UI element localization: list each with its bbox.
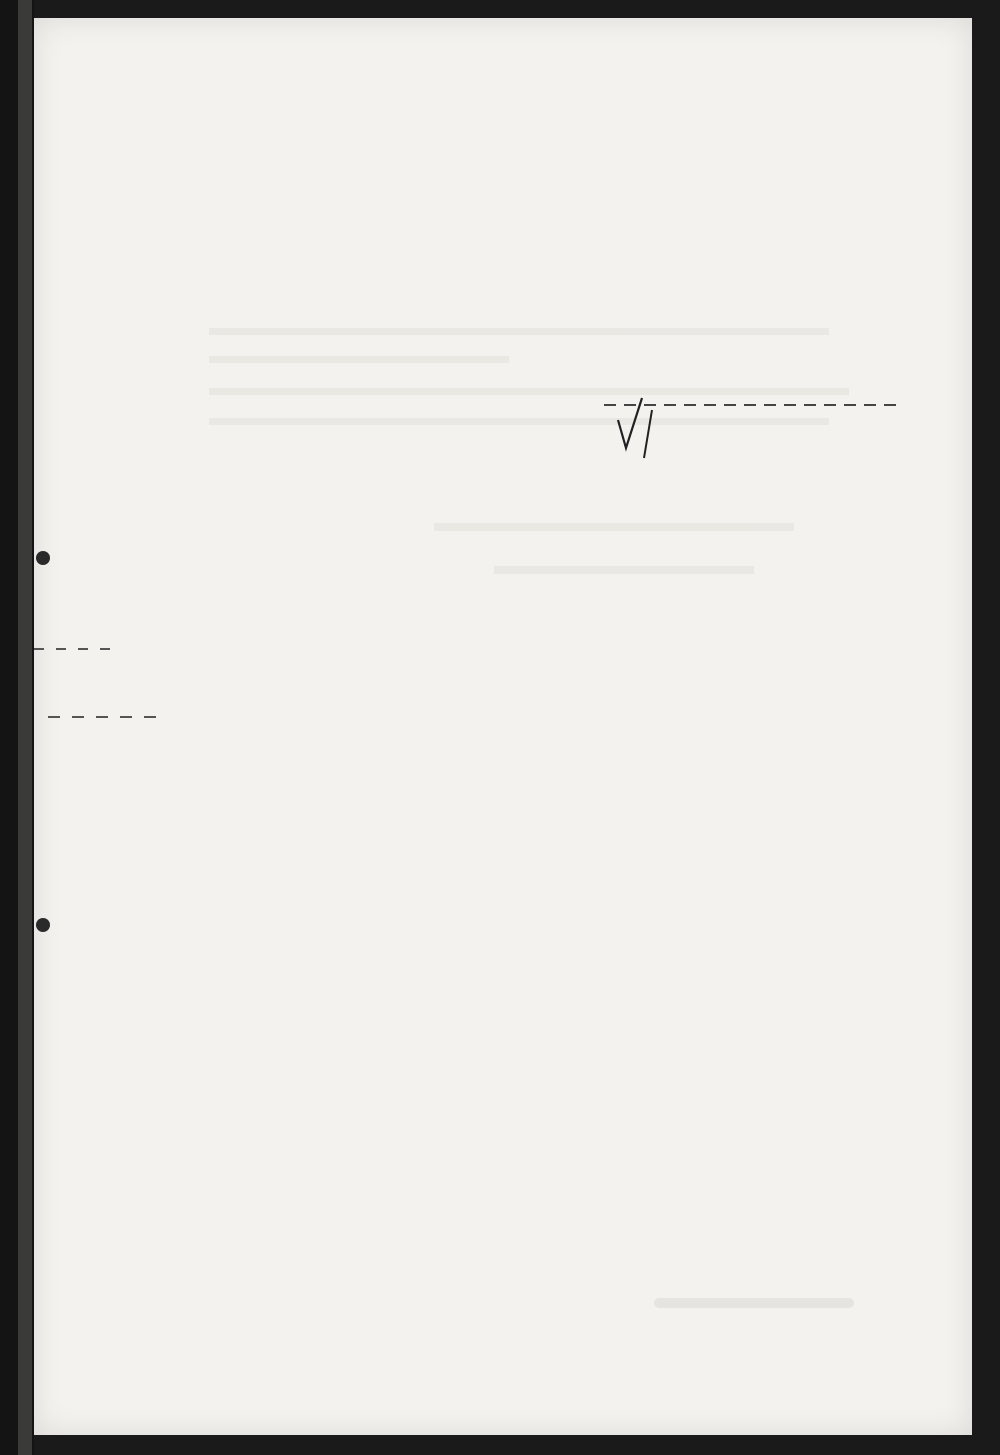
faint-stamp <box>654 1288 854 1318</box>
check-mark-icon <box>612 390 672 460</box>
punch-hole-top <box>36 551 50 565</box>
show-through-closing <box>434 518 794 578</box>
margin-mark-1 <box>34 648 114 650</box>
letter-page <box>34 18 972 1435</box>
margin-mark-2 <box>48 716 158 718</box>
punch-hole-bottom <box>36 918 50 932</box>
show-through-block <box>209 318 849 468</box>
scan-frame-bottom <box>0 1435 1000 1455</box>
scan-frame-top <box>0 0 1000 18</box>
scan-frame-left <box>0 0 34 1455</box>
scan-frame-right <box>972 0 1000 1455</box>
